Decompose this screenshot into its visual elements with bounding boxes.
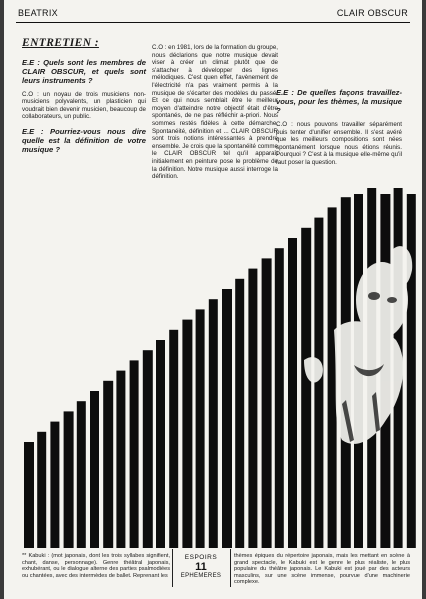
stripe (196, 309, 205, 548)
question-1: E.E : Quels sont les membres de CLAIR OBSCUR, et quels sont leurs instruments ? (22, 57, 146, 85)
badge-bottom: EPHEMERES (180, 573, 222, 579)
footer-divider-left (172, 549, 173, 587)
question-3: E.E : De quelles façons travaillez-vous, pour les thèmes, la musique ? (276, 88, 402, 115)
stripe (301, 228, 311, 548)
stripe (235, 279, 244, 548)
stripe (37, 432, 46, 548)
stripe (64, 411, 74, 548)
stripe (130, 360, 139, 548)
stripe (77, 401, 86, 548)
stripe (209, 299, 218, 548)
stripe (222, 289, 232, 548)
stripe (288, 238, 297, 548)
badge-top: ESPOIRS (184, 554, 218, 561)
stripe (24, 442, 34, 548)
stripe (90, 391, 99, 548)
espoirs-ephemeres-badge (174, 554, 228, 579)
stripe (275, 248, 284, 548)
header-left: BEATRIX (18, 8, 58, 18)
stripe (50, 422, 59, 548)
stripe (407, 194, 416, 548)
page-number: 11 (195, 561, 207, 573)
footer (18, 549, 418, 595)
footer-divider-right (230, 549, 231, 587)
stripe (328, 207, 337, 548)
header-right: CLAIR OBSCUR (336, 8, 408, 18)
magazine-page (4, 0, 422, 599)
stripe (116, 371, 125, 548)
stripe (143, 350, 153, 548)
stripe (314, 218, 323, 548)
stripe (169, 330, 178, 548)
stripe (103, 381, 113, 548)
stripe (262, 258, 272, 548)
striped-artwork (4, 0, 422, 560)
stripe (156, 340, 165, 548)
answer-2: C.O : en 1981, lors de la formation du groupe, nous déclarions que notre musique devait viser à créer un climat plutôt que de s'attacher à développer des lignes mélodiques. C'est quen effet, l'avènement de l'électricité n'a pas vraiment permis à la musique de s'écarter des modèles du passé. Et ce qui nous semblait être le meilleur moyen d'atteindre notre objectif était d'être spontanés, de ne pas réfléchir a-priori. Nous sommes restés fidèles à cette démarche. Spontanéité, définition et ... CLAIR OBSCUR sont trois notions intéressantes à prendre ensemble. Je crois que la spontanéité comme le CLAIR OBSCUR tel qu'il apparaît initialement en peinture pose le problème de la définition. Notre musique aussi interroge la définition. (152, 44, 278, 181)
answer-1: C.O : un noyau de trois musiciens non-musiciens polyvalents, un plasticien qui voudrait bien devenir musicien, beaucoup de collaborateurs, un public. (22, 90, 146, 121)
footnote-left: ** Kabuki : (mot japonais, dont les trois syllabes signifient, chant, danse, personnage). Genre théâtral japonais, exhubérant, ou le dialogue alterne des parties psalmodiées ou chantées, avec des intermèdes de ballet. Reprenant les (22, 553, 170, 579)
stripe (248, 269, 257, 548)
question-2: E.E : Pourriez-vous nous dire quelle est la définition de votre musique ? (22, 126, 146, 154)
footnote-right: thèmes épiques du répertoire japonais, mais les mettant en scène à grand spectacle, le Kabuki est le genre le plus réaliste, le plus populaire du théâtre japonais. Le Kabuki est joué par des acteurs masculins, sur une scène immense, pourvue d'une machinerie complexe. (234, 553, 410, 586)
stripe (182, 320, 192, 548)
answer-3: C.O : nous pouvons travailler séparément puis tenter d'unifier ensemble. Il s'est avéré que les meilleurs compositions sont nées spontanément lorsque nous étions réunis. Pourquoi ? C'est à la musique elle-même qu'il faut poser la question. (276, 121, 402, 166)
interview-title: ENTRETIEN : (22, 37, 99, 49)
